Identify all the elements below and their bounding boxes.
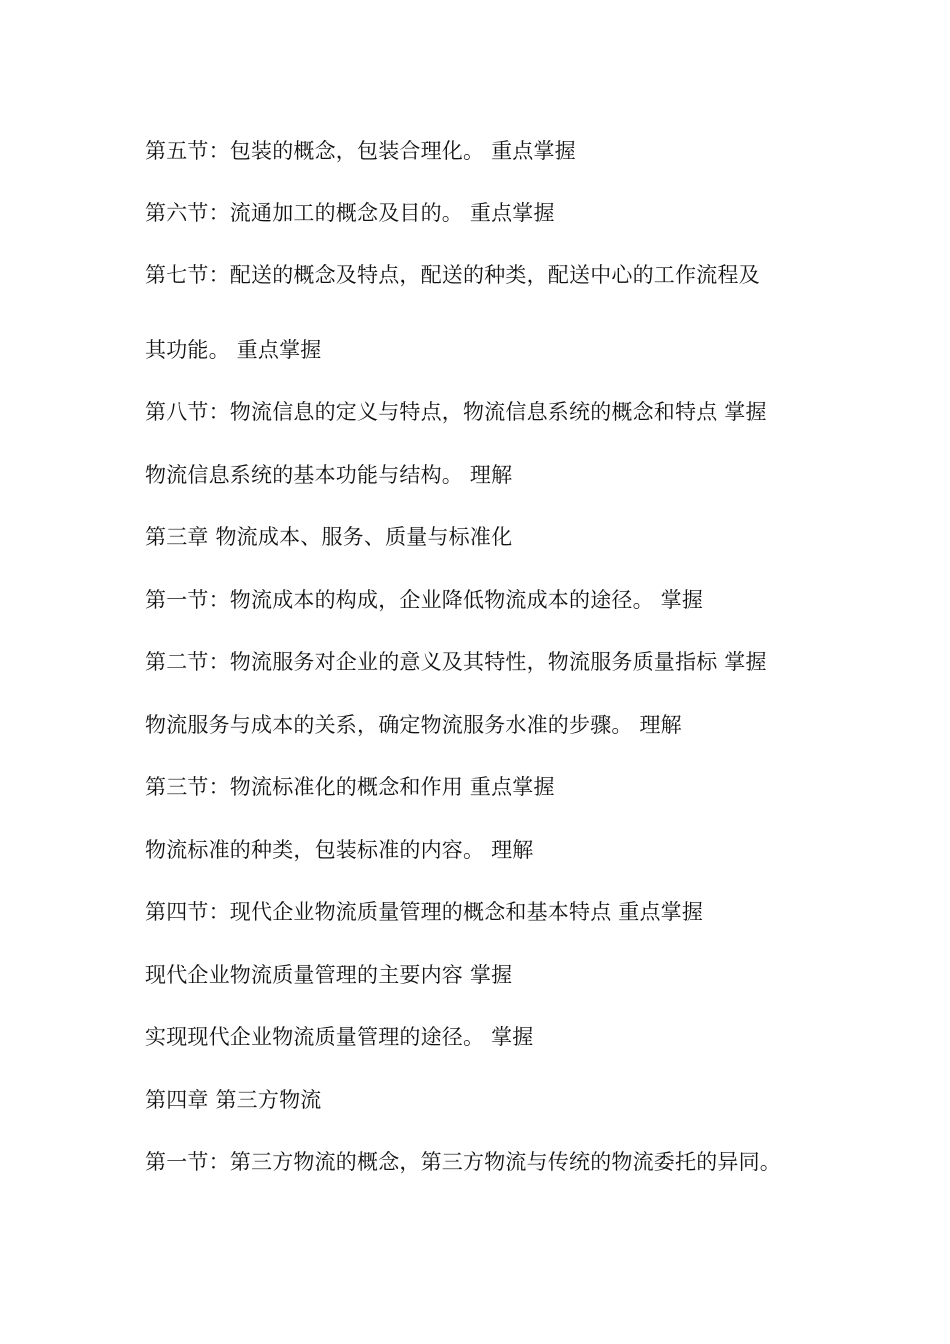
text-line-ch4-section-1: 第一节：第三方物流的概念，第三方物流与传统的物流委托的异同。 — [145, 1150, 781, 1174]
text-line-ch3-section-2-cont: 物流服务与成本的关系，确定物流服务水准的步骤。 理解 — [145, 713, 682, 737]
text-line-section-8-cont: 物流信息系统的基本功能与结构。 理解 — [145, 463, 513, 487]
text-line-ch3-section-3-cont: 物流标准的种类，包装标准的内容。 理解 — [145, 838, 534, 862]
text-line-section-6: 第六节：流通加工的概念及目的。 重点掌握 — [145, 201, 555, 225]
text-line-ch3-section-4-cont-1: 现代企业物流质量管理的主要内容 掌握 — [145, 963, 513, 987]
text-line-ch3-section-4: 第四节：现代企业物流质量管理的概念和基本特点 重点掌握 — [145, 900, 704, 924]
text-line-ch3-section-2: 第二节：物流服务对企业的意义及其特性，物流服务质量指标 掌握 — [145, 650, 767, 674]
text-line-section-5: 第五节：包装的概念，包装合理化。 重点掌握 — [145, 139, 576, 163]
chapter-4-heading: 第四章 第三方物流 — [145, 1088, 322, 1112]
text-line-section-8: 第八节：物流信息的定义与特点，物流信息系统的概念和特点 掌握 — [145, 400, 767, 424]
text-line-section-7: 第七节：配送的概念及特点，配送的种类，配送中心的工作流程及 — [145, 263, 760, 287]
text-line-ch3-section-1: 第一节：物流成本的构成，企业降低物流成本的途径。 掌握 — [145, 588, 704, 612]
text-line-section-7-cont: 其功能。 重点掌握 — [145, 338, 322, 362]
chapter-3-heading: 第三章 物流成本、服务、质量与标准化 — [145, 525, 513, 549]
text-line-ch3-section-4-cont-2: 实现现代企业物流质量管理的途径。 掌握 — [145, 1025, 534, 1049]
text-line-ch3-section-3: 第三节：物流标准化的概念和作用 重点掌握 — [145, 775, 555, 799]
